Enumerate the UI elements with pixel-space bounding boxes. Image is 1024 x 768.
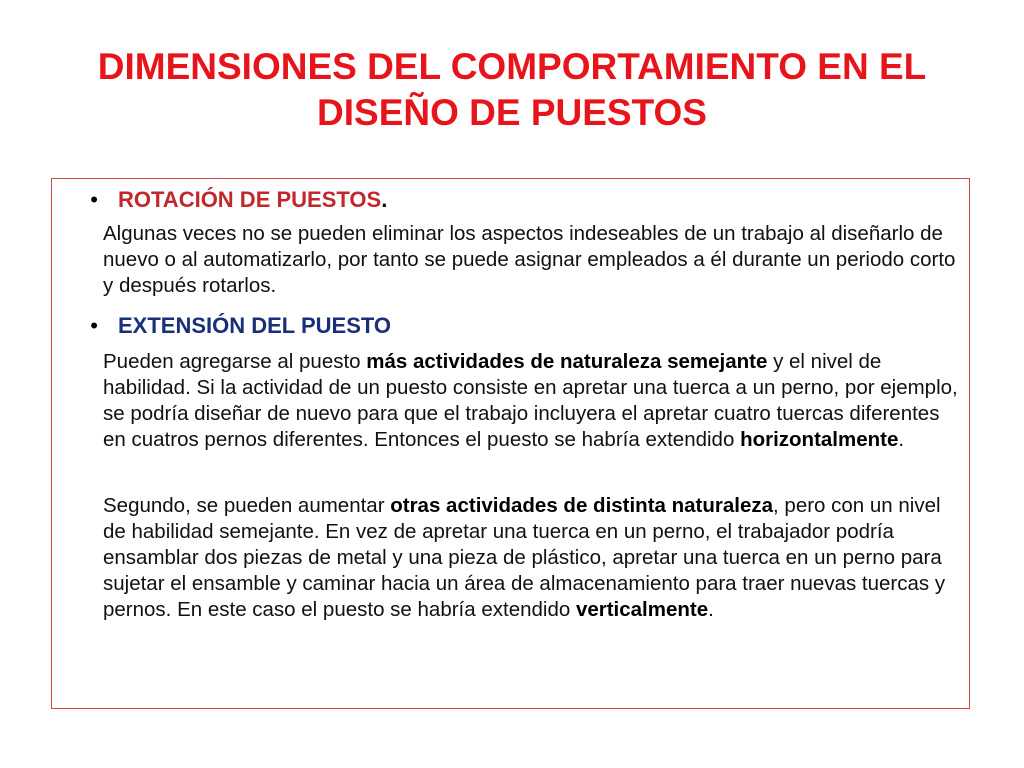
- emphasis-text: más actividades de naturaleza semejante: [366, 350, 768, 373]
- text-run: Pueden agregarse al puesto: [103, 350, 367, 373]
- emphasis-text: horizontalmente: [740, 428, 899, 451]
- emphasis-text: verticalmente: [575, 598, 709, 621]
- bullet-icon: •: [90, 313, 98, 338]
- bullet-icon: •: [90, 187, 98, 212]
- paragraph-rotacion: Algunas veces no se pueden eliminar los aspectos indeseables de un trabajo al diseñarlo de nuevo o al automatizarlo, por tanto se puede asignar empleados a él durante un periodo corto y después rotarlos.: [103, 222, 956, 297]
- paragraph-extension-vertical: [103, 493, 963, 623]
- section-heading-extension: EXTENSIÓN DEL PUESTO: [118, 313, 392, 338]
- text-run: Segundo, se pueden aumentar: [103, 494, 391, 517]
- bullet-item-rotacion: [52, 187, 387, 213]
- content-box: [51, 178, 970, 709]
- emphasis-text: otras actividades de distinta naturaleza: [390, 494, 774, 517]
- text-run: .: [708, 598, 714, 621]
- section-heading-rotacion: ROTACIÓN DE PUESTOS: [118, 187, 382, 212]
- text-run: y el nivel de habilidad. Si la actividad de un puesto consiste en apretar una tuerca a un perno, por ejemplo, se podría diseñar de nuevo para que el trabajo incluyera el apretar cuatro tuercas diferentes en cuatros pernos diferentes. Entonces el puesto se habría extendido: [103, 350, 958, 451]
- slide-title: DIMENSIONES DEL COMPORTAMIENTO EN EL DISEÑO DE PUESTOS: [97, 46, 927, 133]
- bullet-item-extension: [52, 313, 391, 339]
- paragraph-extension-horizontal: [103, 349, 963, 453]
- heading-period: .: [381, 187, 388, 212]
- text-run: .: [898, 428, 905, 451]
- text-run: , pero con un nivel de habilidad semejante. En vez de apretar una tuerca en un perno, el trabajador podría ensamblar dos piezas de metal y una pieza de plástico, apretar una tuerca en un perno para sujetar el ensamble y caminar hacia un área de almacenamiento para traer nuevas tuercas y pernos. En este caso el puesto se habría extendido: [103, 494, 946, 621]
